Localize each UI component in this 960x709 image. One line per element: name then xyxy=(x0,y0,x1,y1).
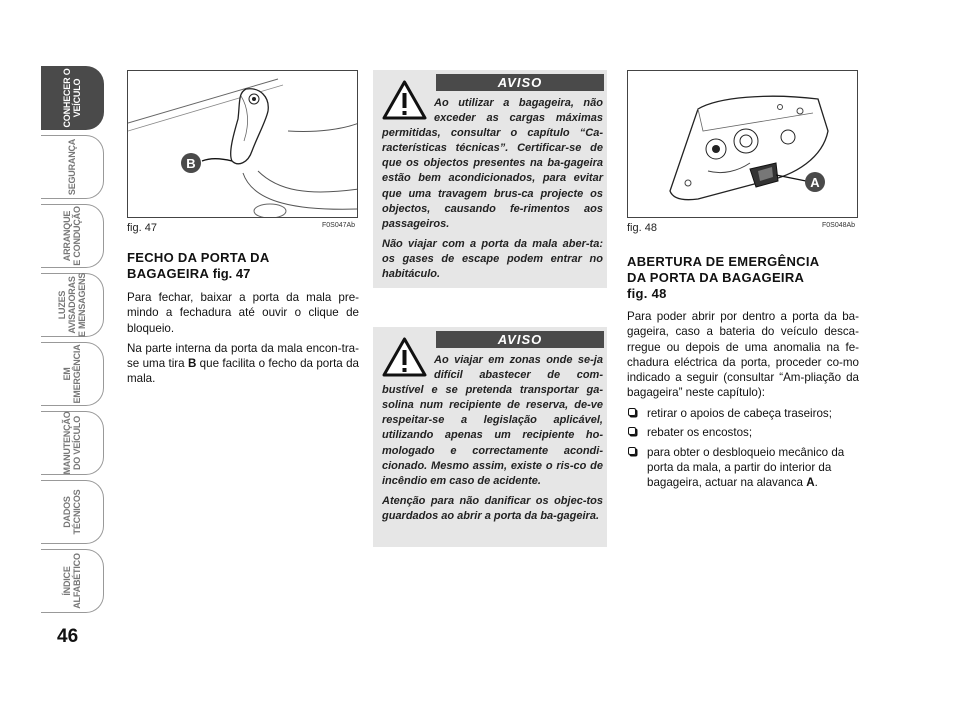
tab-indice-alfabetico[interactable] xyxy=(41,549,104,613)
warning-paragraph-1: Ao viajar em zonas onde se-ja difícil abastecer de com-bustível e se pretenda transportar ga-solina num recipiente de reserva, de-ve respeitar-se a legislação aplicável, utilizando apenas um recipiente ho-mologado e correctamente acondi-cionado. Mesmo assim, existe o ris-co de incêndio em caso de acidente. xyxy=(382,354,603,487)
figure-48-code: F0S048Ab xyxy=(822,222,856,229)
list-item-text: retirar o apoios de cabeça traseiros; xyxy=(647,407,832,420)
tab-label: MANUTENÇÃO DO VEÍCULO xyxy=(62,411,82,475)
warning-title: AVISO xyxy=(436,331,604,348)
icon-spacer xyxy=(382,96,434,124)
text-run: Na parte interna da porta da mala encon-tra-se uma tira xyxy=(127,341,359,371)
warning-text xyxy=(382,353,603,529)
abertura-paragraph-1: Para poder abrir por dentro a porta da ba-gageira, caso a bateria do veículo desca-rregue ou depois de uma anomalia na fe-chadura eléctrica da porta, proceder co-mo indicado a seguir (consultar “Am-pliação da bagageira” neste capítulo): xyxy=(627,310,859,400)
text-run: que facilita o fecho da porta da mala. xyxy=(127,357,359,386)
tab-manutencao-do-veiculo[interactable] xyxy=(41,411,104,475)
figure-47-tailgate-strap xyxy=(127,70,358,218)
fecho-paragraph-2 xyxy=(127,341,359,387)
heading-text: ABERTURA DE EMERGÊNCIA DA PORTA DA BAGAGEIRA xyxy=(627,254,820,285)
checkbox-bullet-icon xyxy=(628,408,636,416)
figure-47-caption: fig. 47 xyxy=(127,222,157,234)
warning-title: AVISO xyxy=(436,74,604,91)
list-item-text: . xyxy=(814,476,818,490)
warning-box-1 xyxy=(373,70,607,288)
list-item-text: rebater os encostos; xyxy=(647,426,753,440)
tab-seguranca[interactable] xyxy=(41,135,104,199)
figref-text: fig. 47 xyxy=(212,266,251,281)
heading-text: FECHO DA PORTA DA BAGAGEIRA xyxy=(127,250,270,281)
lock-mechanism-illustration xyxy=(628,71,858,218)
heading-figref xyxy=(209,266,250,281)
tab-label: CONHECER O VEÍCULO xyxy=(62,68,82,128)
warning-paragraph-2: Atenção para não danificar os objec-tos guardados ao abrir a porta da ba-gageira. xyxy=(382,494,603,522)
heading-figref: fig. 48 xyxy=(627,286,667,301)
tab-label: ARRANQUE E CONDUÇÃO xyxy=(62,206,82,266)
tab-conhecer-o-veiculo[interactable] xyxy=(41,66,104,130)
list-item xyxy=(627,425,859,440)
callout-b-label: B xyxy=(186,156,196,171)
emergency-steps-list xyxy=(627,406,859,494)
figure-48-emergency-lever xyxy=(627,70,858,218)
tailgate-strap-illustration xyxy=(128,71,358,218)
tab-arranque-e-conducao[interactable] xyxy=(41,204,104,268)
list-item xyxy=(627,445,859,491)
icon-spacer xyxy=(382,353,434,381)
checkbox-bullet-icon xyxy=(628,447,636,455)
section-heading-abertura xyxy=(627,254,859,302)
abertura-body xyxy=(627,309,859,406)
lever-a-ref: A xyxy=(806,476,815,490)
callout-a-label: A xyxy=(810,175,820,190)
tab-label: LUZES AVISADORAS E MENSAGENS xyxy=(57,272,87,338)
warning-text xyxy=(382,96,603,287)
fecho-paragraph-1: Para fechar, baixar a porta da mala pre-mindo a fechadura até ouvir o clique de bloqueio. xyxy=(127,291,359,335)
tab-label: ÍNDICE ALFABÉTICO xyxy=(62,553,82,609)
checkbox-bullet-icon xyxy=(628,427,636,435)
warning-paragraph-2: Não viajar com a porta da mala aber-ta: os gases de escape podem entrar no habitáculo. xyxy=(382,237,603,281)
list-item xyxy=(627,406,859,421)
tab-dados-tecnicos[interactable] xyxy=(41,480,104,544)
page-number: 46 xyxy=(57,626,79,647)
tab-label: DADOS TÉCNICOS xyxy=(62,489,82,535)
section-heading-fecho xyxy=(127,250,359,282)
warning-paragraph-1: Ao utilizar a bagageira, não exceder as cargas máximas permitidas, consultar o capítulo “Ca-racterísticas técnicas”. Certificar-se de que os objectos presentes na ba-gageira estão bem acondicionados, para evitar que uma travagem brus-ca projecte os objectos, causando fe-rimentos aos passageiros. xyxy=(382,97,603,230)
tab-luzes-avisadoras[interactable] xyxy=(41,273,104,337)
tab-label: EM EMERGÊNCIA xyxy=(62,344,82,404)
figure-48-caption: fig. 48 xyxy=(627,222,657,234)
warning-box-2 xyxy=(373,327,607,547)
strap-b-ref: B xyxy=(187,357,197,371)
tab-label: SEGURANÇA xyxy=(67,138,77,196)
fecho-body xyxy=(127,290,359,392)
tab-em-emergencia[interactable] xyxy=(41,342,104,406)
list-item-text: para obter o desbloqueio mecânico da porta da mala, a partir do interior da bagageira, actuar na alavanca xyxy=(647,445,845,490)
figure-47-code: F0S047Ab xyxy=(322,222,356,229)
